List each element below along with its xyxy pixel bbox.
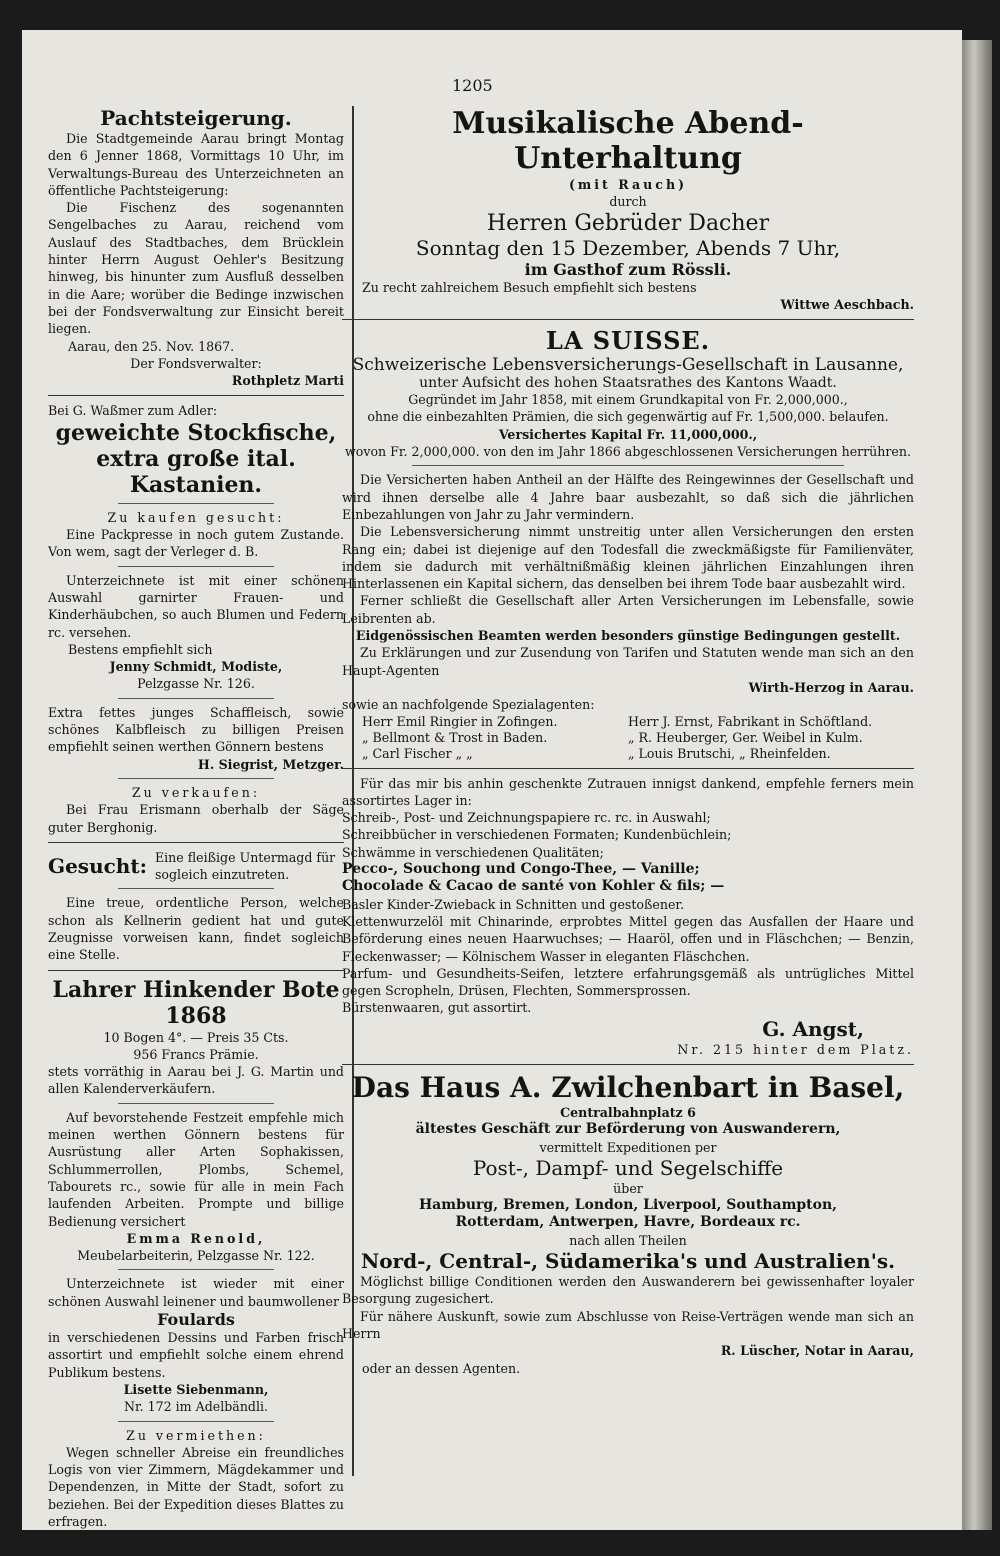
agent-left-item: Herr Emil Ringier in Zofingen. bbox=[362, 713, 558, 729]
verkaufen-body: Bei Frau Erismann oberhalb der Säge guter Berghonig. bbox=[48, 802, 344, 835]
suisse-line-2: ohne die einbezahlten Prämien, die sich gegenwärtig auf Fr. 1,500,000. belaufen. bbox=[367, 409, 889, 425]
page-number: 1205 bbox=[452, 76, 493, 95]
suisse-para-5: Zu Erklärungen und zur Zusendung von Tarifen und Statuten wende man sich an den Haupt-Agenten bbox=[342, 645, 914, 678]
ad-gesucht bbox=[48, 849, 344, 884]
haus-end: oder an dessen Agenten. bbox=[362, 1360, 521, 1376]
divider bbox=[118, 1103, 274, 1104]
divider bbox=[118, 778, 274, 779]
divider bbox=[48, 970, 344, 971]
divider bbox=[118, 888, 274, 889]
haus-para-1: Möglichst billige Conditionen werden den Auswanderern bei gewissenhafter loyaler Besorgung zugesichert. bbox=[342, 1274, 914, 1307]
ad-zu-verkaufen bbox=[48, 784, 344, 836]
haus-line-1: Centralbahnplatz 6 bbox=[560, 1104, 696, 1120]
angst-address: Nr. 215 hinter dem Platz. bbox=[677, 1041, 914, 1057]
ad-abend-unterhaltung bbox=[342, 106, 914, 313]
ad-wassmer bbox=[48, 402, 344, 497]
abend-durch: durch bbox=[609, 194, 647, 210]
divider bbox=[342, 768, 914, 769]
foulards-body-2: in verschiedenen Dessins und Farben frisch assortirt und empfiehlt solche einem ehrend Publikum bestens. bbox=[48, 1330, 344, 1380]
vermiethen-heading: Zu vermiethen: bbox=[126, 1427, 266, 1443]
divider bbox=[342, 319, 914, 320]
suisse-para-1: Die Versicherten haben Antheil an der Hälfte des Reingewinnes der Gesellschaft und wird ihnen derselbe alle 4 Jahre baar ausbezahlt, so daß sich die jährlichen Einbezahlungen von Jahr zu Jahr vermindern. bbox=[342, 472, 914, 522]
kellnerin-body: Eine treue, ordentliche Person, welche schon als Kellnerin gedient hat und gute Zeugnisse vorweisen kann, findet sogleich eine Stelle. bbox=[48, 895, 344, 963]
haus-line-9: Nord-, Central-, Südamerika's und Australien's. bbox=[360, 1249, 896, 1274]
kaufen-heading: Zu kaufen gesucht: bbox=[107, 509, 285, 525]
agent-left-item: „ Bellmont & Trost in Baden. bbox=[362, 729, 548, 745]
gesucht-body: Eine fleißige Untermagd für sogleich einzutreten. bbox=[154, 849, 336, 883]
vermiethen-body: Wegen schneller Abreise ein freundliches Logis von vier Zimmern, Mägdekammer und Dependenzen, in Mitte der Stadt, sofort zu beziehen. Bei der Expedition dieses Blattes zu erfragen. bbox=[48, 1444, 344, 1529]
kaufen-body: Eine Packpresse in noch gutem Zustande. Von wem, sagt der Verleger d. B. bbox=[48, 527, 344, 560]
siegrist-body: Extra fettes junges Schaffleisch, sowie schönes Kalbfleisch zu billigen Preisen empfiehlt seinen werthen Gönnern bestens bbox=[48, 704, 344, 755]
ad-hinkender-bote bbox=[48, 977, 344, 1098]
abend-title: Musikalische Abend-Unterhaltung bbox=[452, 106, 804, 176]
divider bbox=[48, 842, 344, 843]
renold-body: Auf bevorstehende Festzeit empfehle mich meinen werthen Gönnern bestens für Ausrüstung aller Arten Sophakissen, Schlummerrollen, Plombs, Schemel, Tabourets rc., sowie für alle in mein Fach laufenden Arbeiten. Prompte und billige Bedienung versichert bbox=[48, 1109, 344, 1229]
left-column bbox=[48, 106, 344, 1530]
angst-line-3: Schwämme in verschiedenen Qualitäten; bbox=[342, 844, 604, 860]
schmidt-address: Pelzgasse Nr. 126. bbox=[137, 676, 255, 692]
heading-pachtsteigerung: Pachtsteigerung. bbox=[100, 106, 292, 130]
haus-line-3: vermittelt Expeditionen per bbox=[539, 1139, 717, 1155]
agents-left bbox=[342, 714, 628, 762]
angst-line-9: Bürstenwaaren, gut assortirt. bbox=[342, 1000, 532, 1016]
ad-la-suisse bbox=[342, 326, 914, 761]
angst-line-8: Parfum- und Gesundheits-Seifen, letztere erfahrungsgemäß als untrügliches Mittel gegen Scropheln, Drüsen, Flechten, Sommersprossen. bbox=[342, 965, 914, 999]
divider bbox=[118, 503, 274, 504]
suisse-para-6: sowie an nachfolgende Spezialagenten: bbox=[342, 697, 595, 713]
agent-right-item: „ R. Heuberger, Ger. Weibel in Kulm. bbox=[628, 729, 863, 745]
ad-zu-vermiethen bbox=[48, 1427, 344, 1530]
abend-where: im Gasthof zum Rössli. bbox=[524, 259, 732, 279]
wassmer-big-1: geweichte Stockfische, bbox=[55, 419, 337, 446]
angst-line-1: Schreib-, Post- und Zeichnungspapiere rc. rc. in Auswahl; bbox=[342, 810, 711, 826]
ad-angst bbox=[342, 775, 914, 1058]
ad-zu-kaufen bbox=[48, 509, 344, 561]
haus-line-2: ältestes Geschäft zur Beförderung von Auswanderern, bbox=[415, 1121, 841, 1138]
divider bbox=[342, 1064, 914, 1065]
ad-kellnerin bbox=[48, 894, 344, 963]
haus-line-5: über bbox=[613, 1180, 643, 1196]
renold-address: Meubelarbeiterin, Pelzgasse Nr. 122. bbox=[77, 1248, 315, 1264]
suisse-para-3: Ferner schließt die Gesellschaft aller Arten Versicherungen im Lebensfalle, sowie Leibrenten ab. bbox=[342, 593, 914, 626]
foulards-big: Foulards bbox=[157, 1310, 235, 1330]
angst-line-4: Pecco-, Souchong und Congo-Thee, — Vanille; bbox=[342, 861, 700, 878]
agent-left-item: „ Carl Fischer „ „ bbox=[362, 745, 473, 761]
bote-line-2: 956 Francs Prämie. bbox=[133, 1046, 259, 1062]
bote-title: Lahrer Hinkender Bote 1868 bbox=[52, 976, 340, 1029]
newspaper-page bbox=[22, 30, 962, 1530]
haus-line-4: Post-, Dampf- und Segelschiffe bbox=[472, 1155, 784, 1180]
suisse-para-2: Die Lebensversicherung nimmt unstreitig unter allen Versicherungen den ersten Rang ein; dabei ist diejenige auf den Todesfall die zweckmäßigste für Familienväter, indem sie dadurch mit verhältnißmäßig kleinen jährlichen Einzahlungen ihren Hinterlassenen ein Kapital sichern, das denselben bei ihrem Tode baar ausbezahlt wird. bbox=[342, 524, 914, 592]
abend-signature: Wittwe Aeschbach. bbox=[780, 296, 914, 312]
agent-list bbox=[342, 714, 914, 762]
angst-intro: Für das mir bis anhin geschenkte Zutrauen innigst dankend, empfehle ferners mein assortirtes Lager in: bbox=[342, 775, 914, 808]
gesucht-label: Gesucht: bbox=[48, 854, 147, 879]
divider bbox=[412, 465, 844, 466]
agent-right-item: „ Louis Brutschi, „ Rheinfelden. bbox=[628, 745, 831, 761]
pacht-body: Die Stadtgemeinde Aarau bringt Montag den 6 Jenner 1868, Vormittags 10 Uhr, im Verwaltungs-Bureau des Unterzeichneten an öffentliche Pachtsteigerung: bbox=[48, 131, 344, 198]
angst-line-6: Basler Kinder-Zwieback in Schnitten und gestoßener. bbox=[342, 896, 685, 912]
book-edge bbox=[962, 40, 992, 1530]
angst-line-2: Schreibbücher in verschiedenen Formaten; Kundenbüchlein; bbox=[342, 827, 732, 843]
schmidt-body: Unterzeichnete ist mit einer schönen Auswahl garnirter Frauen- und Kinderhäubchen, so auch Blumen und Federn rc. versehen. bbox=[48, 572, 344, 640]
renold-name: Emma Renold, bbox=[126, 1230, 266, 1246]
wassmer-big-2: extra große ital. Kastanien. bbox=[96, 445, 296, 498]
pacht-signature: Rothpletz Marti bbox=[231, 373, 344, 389]
schmidt-rec: Bestens empfiehlt sich bbox=[68, 641, 213, 657]
haus-title: Das Haus A. Zwilchenbart in Basel, bbox=[351, 1070, 905, 1104]
divider bbox=[118, 566, 274, 567]
suisse-line-1: Gegründet im Jahr 1858, mit einem Grundkapital von Fr. 2,000,000., bbox=[408, 392, 848, 408]
pacht-date: Aarau, den 25. Nov. 1867. bbox=[68, 338, 235, 354]
suisse-sub-2: unter Aufsicht des hohen Staatsrathes des Kantons Waadt. bbox=[419, 375, 837, 392]
divider bbox=[118, 1269, 274, 1270]
haus-line-7: Rotterdam, Antwerpen, Havre, Bordeaux rc. bbox=[455, 1214, 801, 1231]
pacht-role: Der Fondsverwalter: bbox=[130, 355, 262, 371]
haus-para-2: Für nähere Auskunft, sowie zum Abschlusse von Reise-Verträgen wende man sich an Herrn bbox=[342, 1308, 914, 1341]
haus-line-6: Hamburg, Bremen, London, Liverpool, Southampton, bbox=[418, 1197, 838, 1214]
haus-line-8: nach allen Theilen bbox=[569, 1232, 687, 1248]
ad-foulards bbox=[48, 1275, 344, 1415]
siegrist-signature: H. Siegrist, Metzger. bbox=[197, 756, 344, 772]
right-column bbox=[342, 106, 914, 1377]
suisse-title: LA SUISSE. bbox=[545, 326, 711, 356]
verkaufen-heading: Zu verkaufen: bbox=[131, 784, 261, 800]
ad-schmidt bbox=[48, 572, 344, 693]
schmidt-name: Jenny Schmidt, Modiste, bbox=[109, 659, 283, 675]
divider bbox=[118, 1421, 274, 1422]
suisse-sub-1: Schweizerische Lebensversicherungs-Gesellschaft in Lausanne, bbox=[352, 355, 904, 376]
ad-renold bbox=[48, 1109, 344, 1265]
ad-pachtsteigerung bbox=[48, 106, 344, 389]
bote-body: stets vorräthig in Aarau bei J. G. Martin und allen Kalenderverkäufern. bbox=[48, 1064, 344, 1097]
agents-right bbox=[628, 714, 914, 762]
divider bbox=[118, 698, 274, 699]
ad-siegrist bbox=[48, 704, 344, 773]
abend-who: Herren Gebrüder Dacher bbox=[486, 210, 770, 236]
haus-signature: R. Lüscher, Notar in Aarau, bbox=[720, 1343, 914, 1359]
foulards-body-1: Unterzeichnete ist wieder mit einer schönen Auswahl leinener und baumwollener bbox=[48, 1276, 344, 1309]
suisse-agent: Wirth-Herzog in Aarau. bbox=[748, 679, 914, 695]
ad-zwilchenbart bbox=[342, 1071, 914, 1377]
bote-line-1: 10 Bogen 4°. — Preis 35 Cts. bbox=[103, 1029, 289, 1045]
agent-right-item: Herr J. Ernst, Fabrikant in Schöftland. bbox=[628, 713, 873, 729]
foulards-address: Nr. 172 im Adelbändli. bbox=[123, 1399, 269, 1415]
angst-line-7: Klettenwurzelöl mit Chinarinde, erprobtes Mittel gegen das Ausfallen der Haare und Beförderung eines neuen Haarwuchses; — Haaröl, offen und in Fläschchen; — Benzin, Fleckenwasser; — Kölnischem Wasser in eleganten Fläschchen. bbox=[342, 913, 914, 964]
abend-when: Sonntag den 15 Dezember, Abends 7 Uhr, bbox=[415, 235, 841, 260]
wassmer-line: Bei G. Waßmer zum Adler: bbox=[48, 403, 218, 419]
angst-line-5: Chocolade & Cacao de santé von Kohler & fils; — bbox=[342, 878, 725, 895]
divider bbox=[48, 395, 344, 396]
angst-signature: G. Angst, bbox=[762, 1016, 864, 1041]
abend-invite: Zu recht zahlreichem Besuch empfiehlt sich bestens bbox=[362, 279, 697, 295]
suisse-para-4: Eidgenössischen Beamten werden besonders günstige Bedingungen gestellt. bbox=[355, 628, 901, 644]
suisse-line-3: Versichertes Kapital Fr. 11,000,000., bbox=[498, 426, 758, 442]
suisse-line-4: wovon Fr. 2,000,000. von den im Jahr 1866 abgeschlossenen Versicherungen herrühren. bbox=[345, 444, 911, 460]
foulards-name: Lisette Siebenmann, bbox=[123, 1381, 269, 1397]
pacht-body-2: Die Fischenz des sogenannten Sengelbaches zu Aarau, reichend vom Auslauf des Stadtbaches, dem Brücklein hinter Herrn August Oehler's Besitzung hinweg, bis hinunter zum Ausfluß desselben in die Aare; worüber die Bedinge inzwischen bei der Fondsverwaltung zur Einsicht bereit liegen. bbox=[48, 200, 344, 337]
abend-sub: (mit Rauch) bbox=[568, 177, 688, 192]
